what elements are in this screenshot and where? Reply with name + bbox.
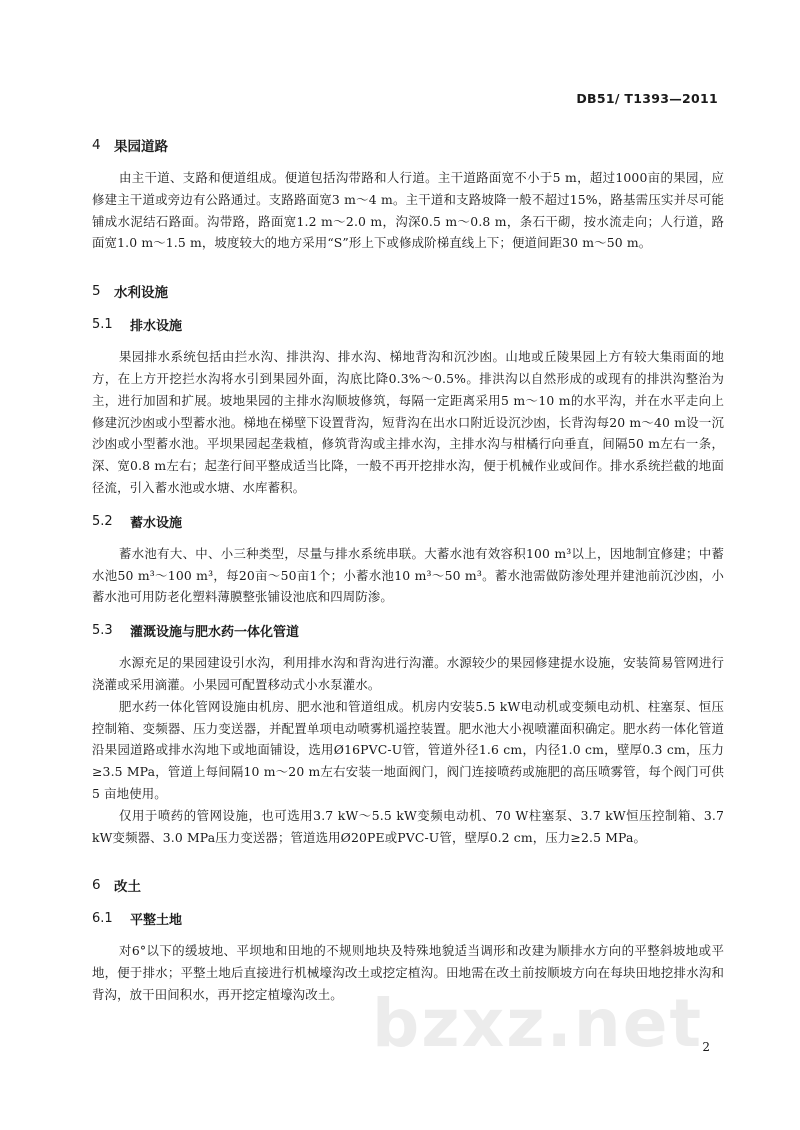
section-number: 4 <box>92 137 101 153</box>
paragraph: 仅用于喷药的管网设施，也可选用3.7 kW～5.5 kW变频电动机、70 W柱塞泵、3.7 kW恒压控制箱、3.7 kW变频器、3.0 MPa压力变送器；管道选用Ø20PE或PVC-U管，壁厚0.2 cm，压力≥2.5 MPa。 <box>92 807 724 845</box>
subsection-title: 蓄水设施 <box>130 515 183 531</box>
section-number: 6 <box>92 877 101 894</box>
paragraph: 水源充足的果园建设引水沟，利用排水沟和背沟进行沟灌。水源较少的果园修建提水设施，安装简易管网进行浇灌或采用滴灌。小果园可配置移动式小水泵灌水。 <box>92 655 724 692</box>
subsection-number: 5.2 <box>92 513 113 529</box>
section-title: 果园道路 <box>114 139 168 155</box>
section-number: 5 <box>92 283 101 300</box>
paragraph: 果园排水系统包括由拦水沟、排洪沟、排水沟、梯地背沟和沉沙凼。山地或丘陵果园上方有较大集雨面的地方，在上方开挖拦水沟将水引到果园外面，沟底比降0.3%～0.5%。排洪沟以自然形成的或现有的排洪沟整治为主，进行加固和扩展。坡地果园的主排水沟顺坡修筑，每隔一定距离采用5 m～10 m的水平沟，并在水平走向上修建沉沙凼或小型蓄水池。梯地在梯壁下设置背沟，短背沟在出水口附近设沉沙凼，长背沟每20 m～40 m设一沉沙凼或小型蓄水池。平坝果园起垄栽植，修筑背沟或主排水沟，主排水沟与柑橘行向垂直，间隔50 m左右一条，深、宽0.8 m左右；起垄行间平整成适当比降，一般不再开挖排水沟，便于机械作业或间作。排水系统拦截的地面径流，引入蓄水池或水塘、水库蓄积。 <box>92 349 724 495</box>
section-heading <box>92 135 724 155</box>
document-body <box>92 135 724 1006</box>
section-heading <box>92 281 724 301</box>
subsection-number: 5.1 <box>92 317 113 333</box>
paragraph: 蓄水池有大、中、小三种类型，尽量与排水系统串联。大蓄水池有效容积100 m³以上，因地制宜修建；中蓄水池50 m³～100 m³，每20亩～50亩1个；小蓄水池10 m³～50 m³。蓄水池需做防渗处理并建池前沉沙凼，小蓄水池可用防老化塑料薄膜整张铺设池底和四周防渗。 <box>92 545 724 605</box>
section-title: 水利设施 <box>114 285 168 302</box>
section-title: 改土 <box>114 879 141 896</box>
page-number: 2 <box>702 1040 710 1054</box>
subsection-number: 6.1 <box>92 911 113 927</box>
subsection-heading <box>92 315 724 334</box>
subsection-heading <box>92 512 724 531</box>
subsection-title: 灌溉设施与肥水药一体化管道 <box>130 625 300 641</box>
paragraph: 肥水药一体化管网设施由机房、肥水池和管道组成。机房内安装5.5 kW电动机或变频电动机、柱塞泵、恒压控制箱、变频器、压力变送器，并配置单项电动喷雾机遥控装置。肥水池大小视喷灌面积确定。肥水药一体化管道沿果园道路或排水沟地下或地面铺设，选用Ø16PVC-U管，管道外径1.6 cm，内径1.0 cm，壁厚0.3 cm，压力≥3.5 MPa，管道上每间隔10 m～20 m左右安装一地面阀门，阀门连接喷药或施肥的高压喷雾管，每个阀门可供5 亩地使用。 <box>92 698 724 801</box>
subsection-title: 平整土地 <box>130 913 183 929</box>
section-heading <box>92 875 724 895</box>
standard-code: DB51/ T1393—2011 <box>576 91 718 106</box>
subsection-number: 5.3 <box>92 623 113 639</box>
watermark: bzxz.net <box>372 985 704 1062</box>
subsection-heading <box>92 621 724 640</box>
paragraph: 由主干道、支路和便道组成。便道包括沟带路和人行道。主干道路面宽不小于5 m，超过1000亩的果园，应修建主干道或旁边有公路通过。支路路面宽3 m～4 m。主干道和支路坡降一般不超过15%，路基需压实并尽可能铺成水泥结石路面。沟带路，路面宽1.2 m～2.0 m，沟深0.5 m～0.8 m，条石干砌，按水流走向；人行道，路面宽1.0 m～1.5 m，坡度较大的地方采用“S”形上下或修成阶梯直线上下；便道间距30 m～50 m。 <box>92 170 724 251</box>
subsection-title: 排水设施 <box>130 319 183 335</box>
subsection-heading <box>92 909 724 928</box>
paragraph: 对6°以下的缓坡地、平坝地和田地的不规则地块及特殊地貌适当调形和改建为顺排水方向的平整斜坡地或平地，便于排水；平整土地后直接进行机械壕沟改土或挖定植沟。田地需在改土前按顺坡方向在每块田地挖排水沟和背沟，放干田间积水，再开挖定植壕沟改土。 <box>92 943 724 1002</box>
